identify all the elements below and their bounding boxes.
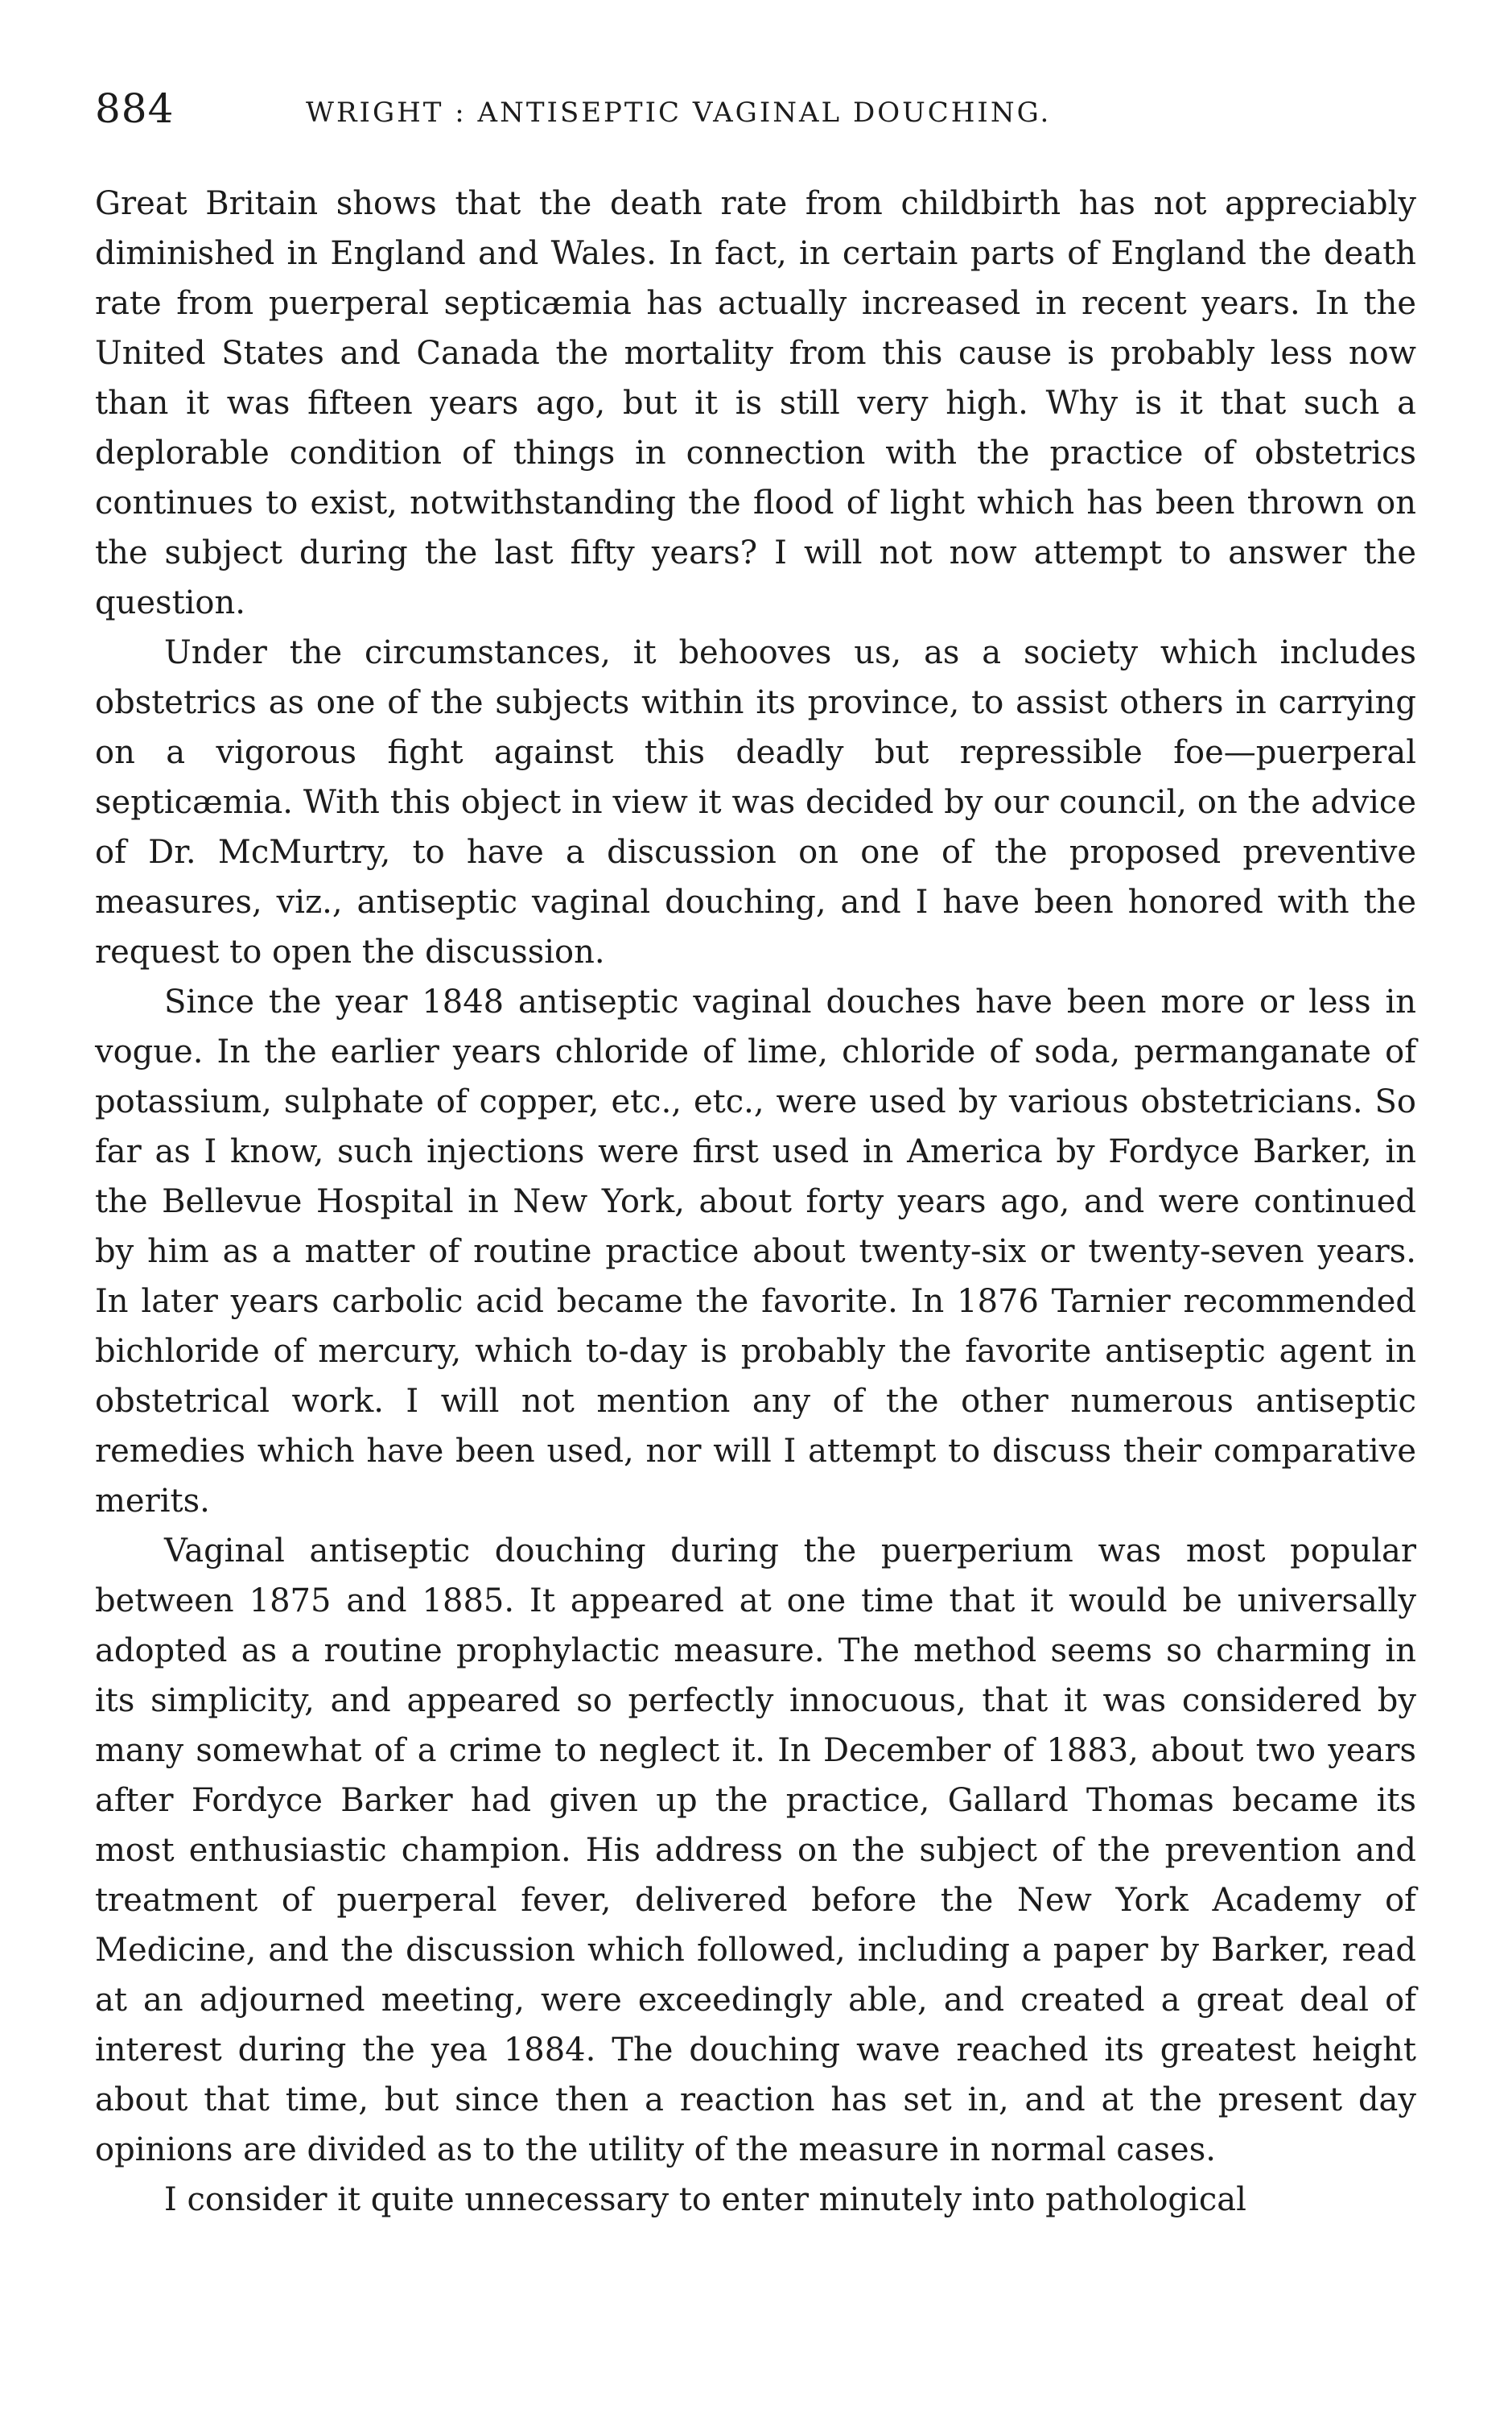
paragraph-4: Vaginal antiseptic douching during the puerperium was most popular between 1875 and 1885. It appeared at one time that it would be universally adopted as a routine prophylactic measure. The method seems so charming in its simplicity, and appeared so perfectly innocuous, that it was considered by many somewhat of a crime to neglect it. In December of 1883, about two years after Fordyce Barker had given up the practice, Gallard Thomas became its most enthusiastic champion. His address on the subject of the prevention and treatment of puerperal fever, delivered before the New York Academy of Medicine, and the discussion which followed, including a paper by Barker, read at an adjourned meeting, were exceedingly able, and created a great deal of interest during the yea 1884. The douching wave reached its greatest height about that time, but since then a reaction has set in, and at the present day opinions are divided as to the utility of the measure in normal cases. — [95, 1532, 1416, 2168]
running-head: WRIGHT : ANTISEPTIC VAGINAL DOUCHING. — [306, 97, 1052, 129]
paragraph-1: Great Britain shows that the death rate from childbirth has not appreciably diminished in England and Wales. In fact, in certain parts of England the death rate from puerperal septicæmia has actually increased in recent years. In the United States and Canada the mortality from this cause is probably less now than it was fifteen years ago, but it is still very high. Why is it that such a deplorable condition of things in connection with the practice of obstetrics continues to exist, notwithstanding the flood of light which has been thrown on the subject during the last fifty years? I will not now attempt to answer the question. — [95, 185, 1416, 621]
paragraph-2: Under the circumstances, it behooves us, as a society which includes obstetrics as one of the subjects within its province, to assist others in carrying on a vigorous fight against this deadly but repressible foe—puerperal septicæmia. With this object in view it was decided by our council, on the advice of Dr. McMurtry, to have a discussion on one of the proposed preventive measures, viz., antiseptic vaginal douching, and I have been honored with the request to open the discussion. — [95, 634, 1416, 971]
page-header — [95, 80, 1415, 145]
paragraph-3: Since the year 1848 antiseptic vaginal douches have been more or less in vogue. In the earlier years chloride of lime, chloride of soda, permanganate of potassium, sulphate of copper, etc., etc., were used by various obstetricians. So far as I know, such injections were first used in America by Fordyce Barker, in the Bellevue Hospital in New York, about forty years ago, and were continued by him as a matter of routine practice about twenty-six or twenty-seven years. In later years carbolic acid became the favorite. In 1876 Tarnier recommended bichloride of mercury, which to-day is probably the favorite antiseptic agent in obstetrical work. I will not mention any of the other numerous antiseptic remedies which have been used, nor will I attempt to discuss their comparative merits. — [95, 984, 1416, 1520]
body-text — [95, 179, 1416, 2225]
paragraph-5: I consider it quite unnecessary to enter minutely into pathological — [164, 2181, 1246, 2218]
page-number: 884 — [95, 85, 175, 132]
